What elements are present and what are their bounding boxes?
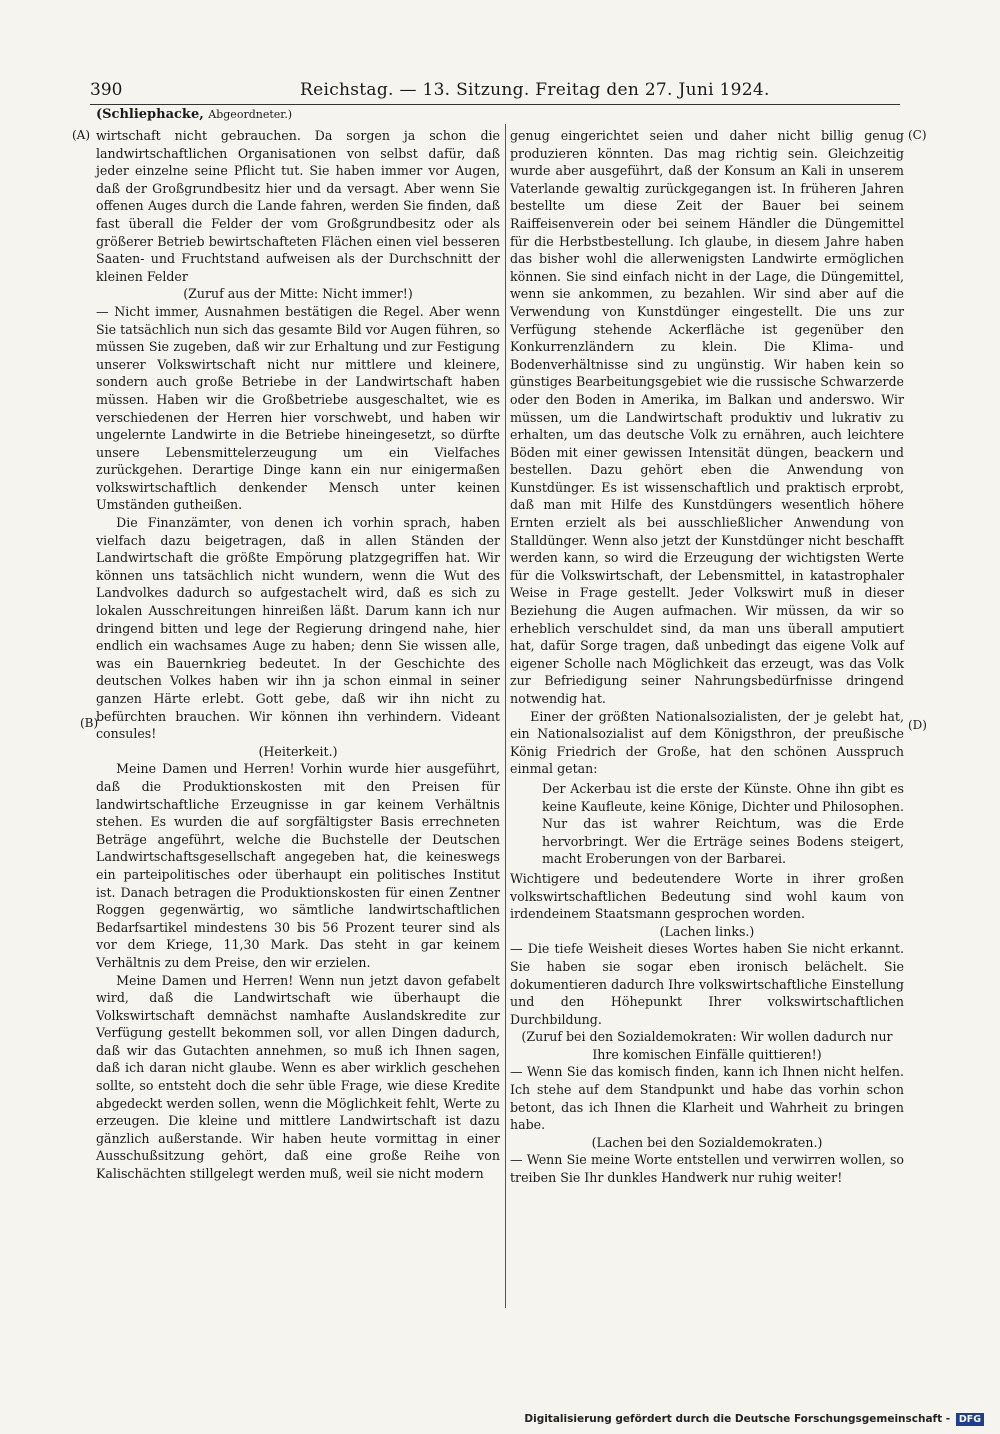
dfg-logo: DFG	[956, 1413, 984, 1426]
speaker-name: (Schliephacke,	[96, 107, 204, 122]
margin-marker-a: (A)	[72, 128, 91, 142]
paragraph: wirtschaft nicht gebrauchen. Da sorgen ja schon die landwirtschaftlichen Organisationen von selbst dafür, daß jeder einzelne seine Pflicht tut. Sie haben immer vor Augen, daß der Großgrundbesitz hier und da versagt. Aber wenn Sie offenen Auges durch die Lande fahren, werden Sie finden, daß fast überall die Felder der vom Großgrundbesitz oder als größerer Betrieb bewirtschafteten Flächen einen viel besseren Saaten- und Fruchtstand aufweisen als der Durchschnitt der kleinen Felder	[96, 128, 500, 284]
paragraph: Meine Damen und Herren! Vorhin wurde hier ausgeführt, daß die Produktionskosten mit den Preisen für landwirtschaftliche Erzeugnisse in gar keinem Verhältnis stehen. Es wurden die auf sorgfältigster Basis errechneten Beträge angeführt, welche die Buchstelle der Deutschen Landwirtschaftsgesellschaft angegeben hat, die keineswegs ein parteipolitisches oder überhaupt ein politisches Institut ist. Danach betragen die Produktionskosten für einen Zentner Roggen gegenwärtig, wo sämtliche landwirtschaftlichen Bedarfsartikel mindestens 30 bis 56 Prozent teurer sind als vor dem Kriege, 11,30 Mark. Das steht in gar keinem Verhältnis zu dem Preise, den wir erzielen.	[96, 761, 500, 970]
left-column	[96, 127, 500, 1183]
interjection: (Lachen links.)	[659, 923, 755, 939]
page-header	[90, 80, 900, 104]
page-number: 390	[90, 80, 123, 100]
paragraph: genug eingerichtet seien und daher nicht billig genug produzieren könnten. Das mag richtig sein. Gleichzeitig wurde aber ausgeführt, daß der Konsum an Kali in unserem Vaterlande gewaltig zurückgegangen ist. In früheren Jahren bestellte um diese Zeit der Bauer bei seinem Raiffeisenverein oder bei seinem Händler die Düngemittel für die Herbstbestellung. Ich glaube, in diesem Jahre haben das bisher wohl die allerwenigsten Landwirte ermöglichen können. Sie sind einfach nicht in der Lage, die Düngemittel, wenn sie ankommen, zu bezahlen. Wir sind aber auf die Verwendung von Kunstdünger eingestellt. Die uns zur Verfügung stehende Ackerfläche ist gegenüber den Konkurrenzländern zu klein. Die Klima- und Bodenverhältnisse sind zu ungünstig. Wir haben kein so günstiges Bearbeitungsgebiet wie die russische Schwarzerde oder den Boden in Amerika, im Balkan und anderswo. Wir müssen, um die Landwirtschaft produktiv und lukrativ zu erhalten, um das deutsche Volk zu ernähren, auch leichtere Böden mit einer gewissen Intensität düngen, beackern und bestellen. Dazu gehört eben die Anwendung von Kunstdünger. Es ist wissenschaftlich und praktisch erprobt, daß man mit Hilfe des Kunstdüngers wesentlich höhere Ernten erzielt als bei ausschließlicher Anwendung von Stalldünger. Wenn also jetzt der Kunstdünger nicht beschafft werden kann, so wird die Erzeugung der wichtigsten Werte für die Volkswirtschaft, der Lebensmittel, in katastrophaler Weise in Frage gestellt. Jeder Volkswirt muß in dieser Beziehung die Augen aufmachen. Wir müssen, da wir so erheblich verschuldet sind, da man uns überall amputiert hat, dafür Sorge tragen, daß unbedingt das eigene Volk auf eigener Scholle nach Möglichkeit das erzeugt, was das Volk zur Befriedigung seiner Nahrungsbedürfnisse dringend notwendig hat.	[510, 128, 904, 706]
paragraph: Die Finanzämter, von denen ich vorhin sprach, haben vielfach dazu beigetragen, daß in allen Ständen der Landwirtschaft die größte Empörung platzgegriffen hat. Wir können uns tatsächlich nicht wundern, wenn die Wut des Landvolkes dadurch so aufgestachelt wird, daß es sich zu lokalen Ausschreitungen hinreißen läßt. Darum kann ich nur dringend bitten und lege der Regierung dringend nahe, hier endlich ein wachsames Auge zu haben; denn Sie wissen alle, was ein Bauernkrieg bedeutet. In der Geschichte des deutschen Volkes haben wir ihn ja schon einmal in seiner ganzen Härte erlebt. Gott gebe, daß wir ihn nicht zu befürchten brauchen. Wir können ihn verhindern. Videant consules!	[96, 515, 500, 742]
speaker-label	[96, 107, 292, 122]
margin-marker-b: (B)	[80, 716, 99, 730]
paragraph: Wichtigere und bedeutendere Worte in ihrer großen volkswirtschaftlichen Bedeutung sind wohl kaum von irdendeinem Staatsmann gesprochen worden.	[510, 870, 904, 922]
paragraph: Einer der größten Nationalsozialisten, der je gelebt hat, ein Nationalsozialist auf dem Königsthron, der preußische König Friedrich der Große, hat den schönen Ausspruch einmal getan:	[510, 708, 904, 777]
credit-text: Digitalisierung gefördert durch die Deutsche Forschungsgemeinschaft -	[524, 1413, 951, 1425]
interjection: (Zuruf bei den Sozialdemokraten: Wir wollen dadurch nur Ihre komischen Einfälle quittieren!)	[521, 1029, 893, 1062]
interjection: (Lachen bei den Sozialdemokraten.)	[591, 1134, 823, 1150]
paragraph: Meine Damen und Herren! Wenn nun jetzt davon gefabelt wird, daß die Landwirtschaft wie überhaupt die Volkswirtschaft demnächst namhafte Auslandskredite zur Verfügung gestellt bekommen soll, vor allen Dingen dadurch, daß wir das Gutachten annehmen, so muß ich Ihnen sagen, daß ich daran nicht glaube. Wenn es aber wirklich geschehen sollte, so entsteht doch die sehr üble Frage, wie diese Kredite abgedeckt werden sollen, wenn die Möglichkeit fehlt, Werte zu erzeugen. Die kleine und mittlere Landwirtschaft ist dazu gänzlich außerstande. Wir haben heute vormittag in einer Ausschußsitzung gehört, daß eine große Reihe von Kalischächten stillgelegt werden muß, weil sie nicht modern	[96, 972, 500, 1182]
paragraph: — Wenn Sie meine Worte entstellen und verwirren wollen, so treiben Sie Ihr dunkles Handwerk nur ruhig weiter!	[510, 1152, 904, 1186]
margin-marker-c: (C)	[908, 128, 927, 142]
paragraph: — Wenn Sie das komisch finden, kann ich Ihnen nicht helfen. Ich stehe auf dem Standpunkt und habe das vorhin schon betont, das ich Ihnen die Klarheit und Wahrheit zu bringen habe.	[510, 1064, 904, 1133]
column-divider	[505, 124, 506, 1308]
digitization-credit	[524, 1413, 984, 1426]
right-column	[510, 127, 904, 1187]
speaker-role: Abgeordneter.)	[208, 108, 293, 121]
paragraph: — Nicht immer, Ausnahmen bestätigen die Regel. Aber wenn Sie tatsächlich nun sich das gesamte Bild vor Augen führen, so müssen Sie zugeben, daß wir zur Erhaltung und zur Festigung unserer Volkswirtschaft nicht nur mittlere und kleinere, sondern auch große Betriebe in der Landwirtschaft haben müssen. Haben wir die Großbetriebe ausgeschaltet, wie es verschiedenen der Herren hier vorschwebt, und haben wir ungelernte Landwirte in die Betriebe hineingesetzt, so dürfte unsere Lebensmittelerzeugung um ein Vielfaches zurückgehen. Derartige Dinge kann ein nur einigermaßen volkswirtschaftlich denkender Mensch unter keinen Umständen gutheißen.	[96, 303, 500, 513]
margin-marker-d: (D)	[908, 718, 927, 732]
running-title: Reichstag. — 13. Sitzung. Freitag den 27. Juni 1924.	[300, 80, 770, 100]
quotation: Der Ackerbau ist die erste der Künste. Ohne ihn gibt es keine Kaufleute, keine Könige, Dichter und Philosophen. Nur das ist wahrer Reichtum, was die Erde hervorbringt. Wer die Erträge seines Bodens steigert, macht Eroberungen von der Barbarei.	[542, 780, 904, 867]
paragraph: — Die tiefe Weisheit dieses Wortes haben Sie nicht erkannt. Sie haben sie sogar eben ironisch belächelt. Sie dokumentieren dadurch Ihre volkswirtschaftliche Einstellung und den Höhepunkt Ihrer volkswirtschaftlichen Durchbildung.	[510, 941, 904, 1027]
interjection: (Heiterkeit.)	[258, 743, 338, 759]
header-rule	[90, 104, 900, 105]
interjection: (Zuruf aus der Mitte: Nicht immer!)	[183, 286, 413, 302]
